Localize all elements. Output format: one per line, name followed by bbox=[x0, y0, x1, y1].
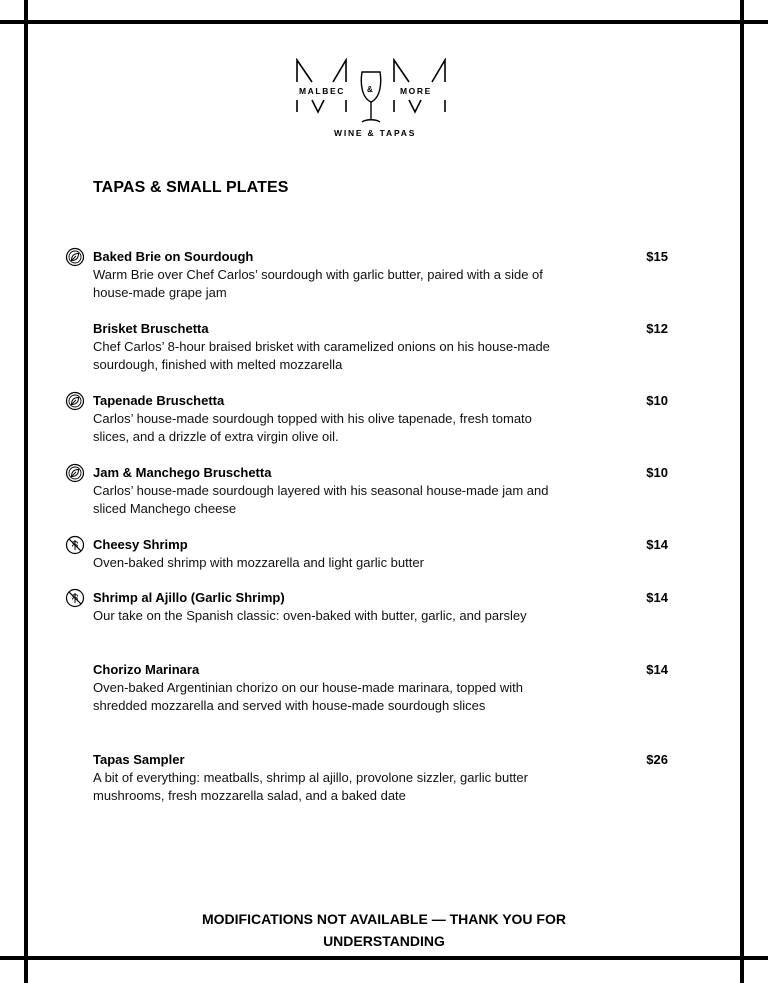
item-description: Our take on the Spanish classic: oven-baked with butter, garlic, and parsley bbox=[93, 608, 527, 623]
item-price: $14 bbox=[646, 662, 668, 677]
item-name: Cheesy Shrimp bbox=[93, 537, 188, 552]
item-name: Tapas Sampler bbox=[93, 752, 185, 767]
item-price: $15 bbox=[646, 249, 668, 264]
frame-top-line bbox=[0, 20, 768, 24]
restaurant-logo bbox=[290, 58, 450, 140]
item-price: $26 bbox=[646, 752, 668, 767]
item-description: Oven-baked Argentinian chorizo on our house-made marinara, topped with shredded mozzarella and served with house-made sourdough slices bbox=[93, 680, 523, 713]
item-price: $10 bbox=[646, 465, 668, 480]
vegetarian-icon bbox=[65, 463, 85, 483]
item-description: Carlos’ house-made sourdough topped with his olive tapenade, fresh tomato slices, and a drizzle of extra virgin olive oil. bbox=[93, 411, 532, 444]
vegetarian-icon bbox=[65, 247, 85, 267]
item-price: $14 bbox=[646, 590, 668, 605]
vegetarian-icon bbox=[65, 391, 85, 411]
logo-tagline: WINE & TAPAS bbox=[334, 128, 417, 138]
logo-word-more: MORE bbox=[400, 86, 432, 96]
item-description: Oven-baked shrimp with mozzarella and light garlic butter bbox=[93, 555, 424, 570]
frame-left-line bbox=[24, 0, 28, 983]
item-description: A bit of everything: meatballs, shrimp al ajillo, provolone sizzler, garlic butter mushrooms, fresh mozzarella salad, and a baked date bbox=[93, 770, 528, 803]
item-description: Carlos’ house-made sourdough layered with his seasonal house-made jam and sliced Manchego cheese bbox=[93, 483, 549, 516]
item-name: Chorizo Marinara bbox=[93, 662, 200, 677]
item-price: $12 bbox=[646, 321, 668, 336]
logo-word-malbec: MALBEC bbox=[299, 86, 345, 96]
item-name: Jam & Manchego Bruschetta bbox=[93, 465, 272, 480]
item-price: $10 bbox=[646, 393, 668, 408]
logo-ampersand: & bbox=[367, 85, 373, 94]
gluten-free-icon bbox=[65, 588, 85, 608]
frame-right-line bbox=[740, 0, 744, 983]
item-name: Brisket Bruschetta bbox=[93, 321, 209, 336]
section-title: TAPAS & SMALL PLATES bbox=[93, 179, 289, 196]
item-description: Chef Carlos’ 8-hour braised brisket with caramelized onions on his house-made sourdough, finished with melted mozzarella bbox=[93, 339, 550, 372]
item-name: Baked Brie on Sourdough bbox=[93, 249, 254, 264]
item-price: $14 bbox=[646, 537, 668, 552]
item-name: Shrimp al Ajillo (Garlic Shrimp) bbox=[93, 590, 285, 605]
item-description: Warm Brie over Chef Carlos’ sourdough with garlic butter, paired with a side of house-made grape jam bbox=[93, 267, 543, 300]
footer-note: MODIFICATIONS NOT AVAILABLE — THANK YOU FOR UNDERSTANDING bbox=[202, 911, 566, 949]
frame-bottom-line bbox=[0, 956, 768, 960]
gluten-free-icon bbox=[65, 535, 85, 555]
item-name: Tapenade Bruschetta bbox=[93, 393, 225, 408]
